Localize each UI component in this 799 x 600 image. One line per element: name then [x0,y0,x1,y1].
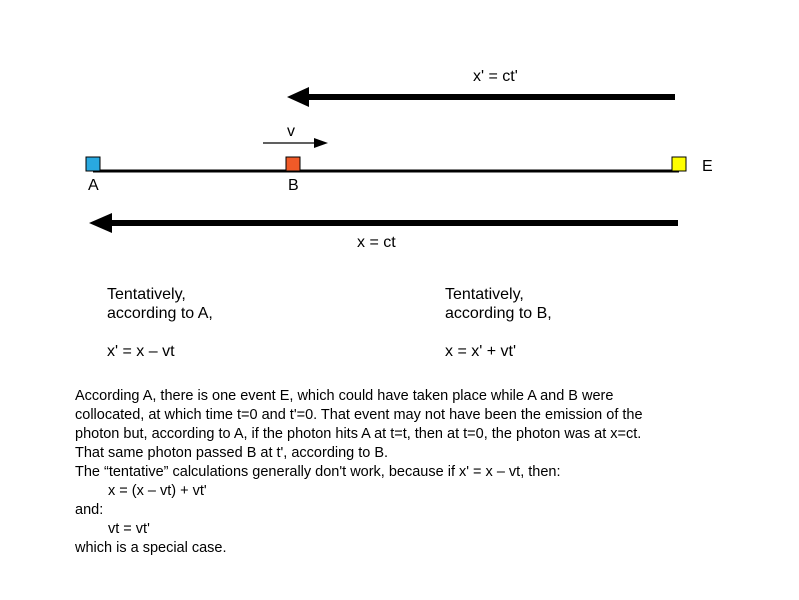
right-block-equation: x = x' + vt' [445,343,517,360]
right-tentative-block [445,285,552,361]
left-tentative-block [107,285,213,361]
explanation-equation: x = (x – vt) + vt' [108,483,207,499]
point-a-label: A [88,177,99,194]
left-block-line2: according to A, [107,305,213,322]
explanation-paragraph [75,387,775,558]
explanation-line: That same photon passed B at t', according to B. [75,445,389,461]
explanation-equation: vt = vt' [108,521,150,537]
left-block-line1: Tentatively, [107,286,186,303]
left-block-equation: x' = x – vt [107,343,175,360]
velocity-arrow [263,138,328,148]
right-block-line2: according to B, [445,305,552,322]
explanation-line: collocated, at which time t=0 and t'=0. That event may not have been the emission of the [75,407,643,423]
velocity-label: v [287,123,295,140]
right-block-line1: Tentatively, [445,286,524,303]
explanation-line: which is a special case. [75,540,227,556]
explanation-line: photon but, according to A, if the photon hits A at t=t, then at t=0, the photon was at x=ct. [75,426,642,442]
explanation-line: The “tentative” calculations generally don't work, because if x' = x – vt, then: [75,464,561,480]
point-b-marker [286,157,300,171]
arrow-top-label: x' = ct' [473,68,518,85]
arrow-top [287,87,675,107]
explanation-line: and: [75,502,104,518]
spacetime-diagram [0,0,799,270]
explanation-line: According A, there is one event E, which could have taken place while A and B were [75,388,614,404]
point-b-label: B [288,177,299,194]
point-a-marker [86,157,100,171]
point-e-marker [672,157,686,171]
point-e-label: E [702,158,713,175]
arrow-bottom [89,213,678,233]
arrow-bottom-label: x = ct [357,234,396,251]
